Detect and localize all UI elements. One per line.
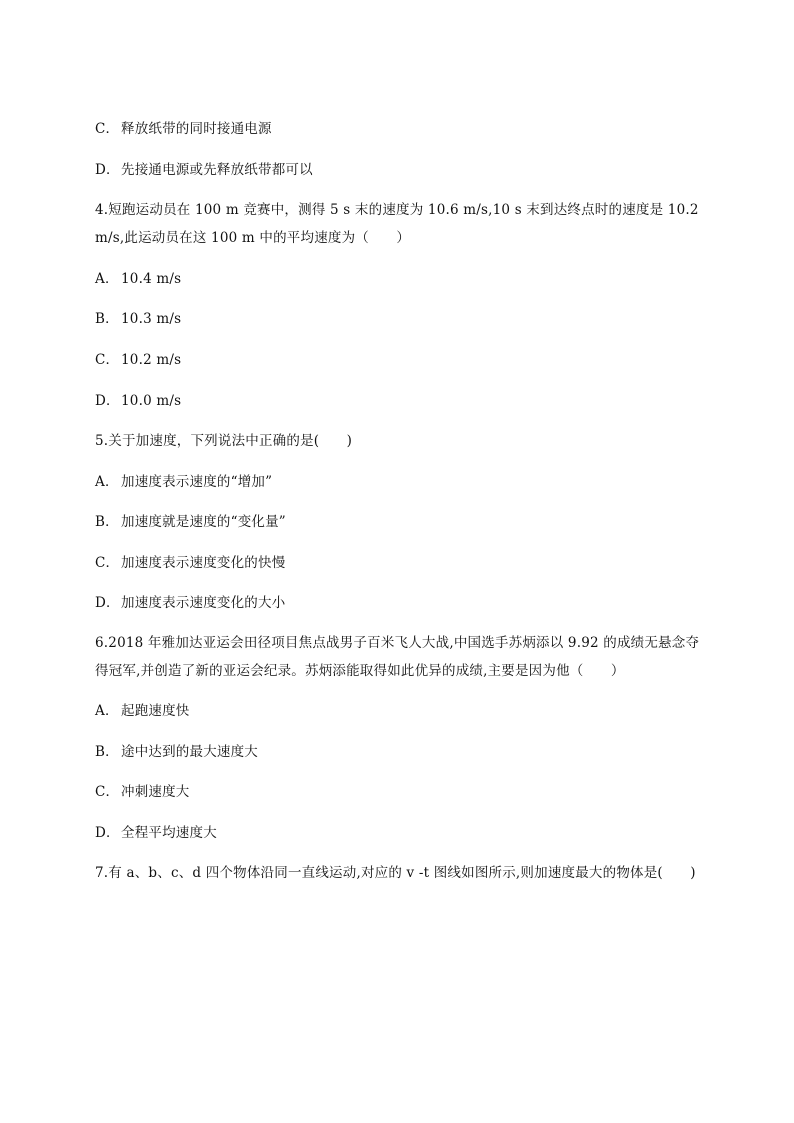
option-text: 途中达到的最大速度大 <box>121 744 258 760</box>
q6-stem-line1: 6.2018 年雅加达亚运会田径项目焦点战男子百米飞人大战,中国选手苏炳添以 9.92 的成绩无悬念夺 <box>95 635 700 651</box>
option-text: 先接通电源或先释放纸带都可以 <box>121 162 313 178</box>
q5-option-a <box>95 473 272 491</box>
option-text: 加速度表示速度的“增加” <box>121 474 273 490</box>
option-text: 加速度表示速度变化的快慢 <box>121 555 286 571</box>
q6-stem-line2: 得冠军,并创造了新的亚运会纪录。苏炳添能取得如此优异的成绩,主要是因为他（ ） <box>95 663 625 679</box>
q6-option-a <box>95 702 190 720</box>
option-letter: B． <box>95 311 119 327</box>
q4-stem-line2: m/s,此运动员在这 100 m 中的平均速度为（ ） <box>95 230 411 246</box>
option-text: 冲刺速度大 <box>121 784 190 800</box>
option-text: 10.4 m/s <box>121 271 182 287</box>
option-letter: D． <box>95 162 120 178</box>
option-letter: D． <box>95 595 120 611</box>
option-text: 加速度表示速度变化的大小 <box>121 595 286 611</box>
option-letter: C． <box>95 352 120 368</box>
option-letter: B． <box>95 744 119 760</box>
q4-option-d <box>95 392 181 410</box>
q7-stem: 7.有 a、b、c、d 四个物体沿同一直线运动,对应的 v -t 图线如图所示,则加速度最大的物体是( ) <box>95 865 696 881</box>
option-letter: A． <box>95 474 119 490</box>
option-letter: D． <box>95 825 120 841</box>
option-letter: D． <box>95 393 120 409</box>
option-letter: B． <box>95 514 119 530</box>
option-text: 10.0 m/s <box>121 393 182 409</box>
option-letter: A． <box>95 271 119 287</box>
option-text: 全程平均速度大 <box>121 825 217 841</box>
option-text: 加速度就是速度的“变化量” <box>121 514 286 530</box>
q3-option-c <box>95 120 272 138</box>
q3-option-d <box>95 161 313 179</box>
q4-option-b <box>95 310 181 328</box>
q5-option-b <box>95 513 286 531</box>
option-letter: C． <box>95 784 120 800</box>
q4-stem-line1: 4.短跑运动员在 100 m 竞赛中，测得 5 s 末的速度为 10.6 m/s,10 s 末到达终点时的速度是 10.2 <box>95 202 699 218</box>
option-text: 释放纸带的同时接通电源 <box>121 121 272 137</box>
q6-option-d <box>95 824 217 842</box>
option-letter: C． <box>95 555 120 571</box>
option-text: 10.3 m/s <box>121 311 182 327</box>
option-letter: C． <box>95 121 120 137</box>
q5-option-d <box>95 594 285 612</box>
q4-option-a <box>95 270 181 288</box>
q6-option-b <box>95 743 258 761</box>
q5-stem: 5.关于加速度，下列说法中正确的是( ) <box>95 433 353 449</box>
option-text: 10.2 m/s <box>121 352 182 368</box>
q4-option-c <box>95 351 181 369</box>
option-letter: A． <box>95 703 119 719</box>
q6-option-c <box>95 783 190 801</box>
option-text: 起跑速度快 <box>121 703 190 719</box>
q5-option-c <box>95 554 285 572</box>
